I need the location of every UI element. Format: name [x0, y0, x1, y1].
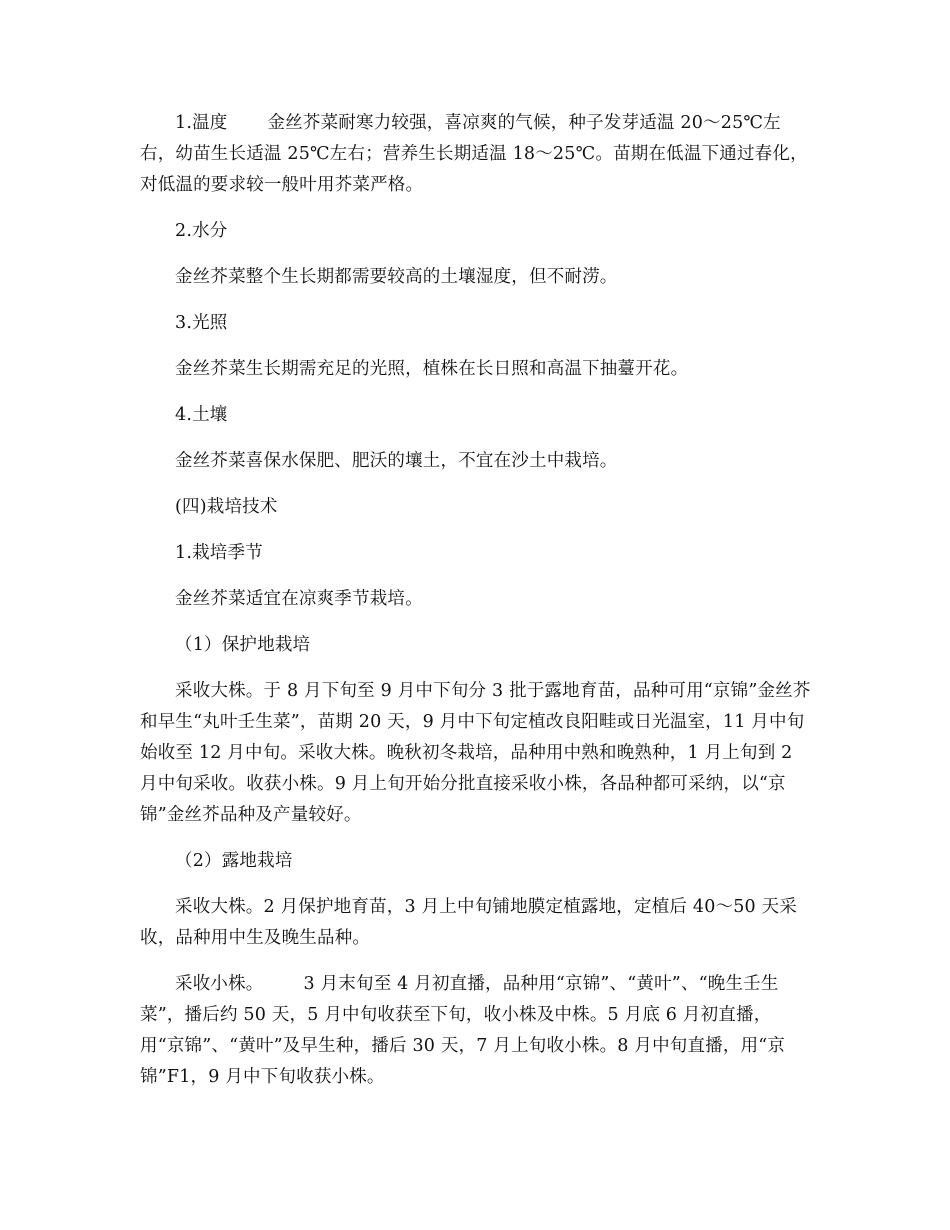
paragraph-light: 金丝芥菜生长期需充足的光照，植株在长日照和高温下抽薹开花。 [175, 359, 689, 379]
heading-temperature: 1.温度 [175, 113, 228, 133]
paragraph-open-field-large: 采收大株。2 月保护地育苗，3 月上中旬铺地膜定植露地，定植后 40～50 天采收，品种用中生及晚生品种。 [140, 897, 798, 948]
label-small-plants: 采收小株。 [175, 974, 264, 994]
heading-season: 1.栽培季节 [175, 543, 263, 563]
paragraph-open-field-small [140, 969, 812, 1093]
heading-open-field-cultivation: （2）露地栽培 [175, 851, 293, 871]
section-heading-cultivation: (四)栽培技术 [175, 497, 278, 517]
heading-light: 3.光照 [175, 313, 228, 333]
heading-soil: 4.土壤 [175, 405, 228, 425]
document-page [140, 108, 812, 1093]
paragraph-season: 金丝芥菜适宜在凉爽季节栽培。 [175, 589, 423, 609]
paragraph-soil: 金丝芥菜喜保水保肥、肥沃的壤土，不宜在沙土中栽培。 [175, 451, 618, 471]
heading-water: 2.水分 [175, 221, 228, 241]
paragraph-temperature [140, 108, 812, 201]
paragraph-protected-cultivation: 采收大株。于 8 月下旬至 9 月中下旬分 3 批于露地育苗，品种可用“京锦”金丝芥和早生“丸叶壬生菜”，苗期 20 天，9 月中下旬定植改良阳畦或日光温室，11 月中旬始收至 12 月中旬。采收大株。晚秋初冬栽培，品种用中熟和晚熟种，1 月上旬到 2 月中旬采收。收获小株。9 月上旬开始分批直接采收小株，各品种都可采纳，以“京锦”金丝芥品种及产量较好。 [140, 681, 811, 825]
heading-protected-cultivation: （1）保护地栽培 [175, 635, 311, 655]
paragraph-water: 金丝芥菜整个生长期都需要较高的土壤湿度，但不耐涝。 [175, 267, 618, 287]
text-small-plants: 3 月末旬至 4 月初直播，品种用“京锦”、“黄叶”、“晚生壬生菜”，播后约 50 天，5 月中旬收获至下旬，收小株及中株。5 月底 6 月初直播，用“京锦”、“黄叶”及早生种，播后 30 天，7 月上旬收小株。8 月中旬直播，用“京锦”F1，9 月中下旬收获小株。 [140, 974, 786, 1087]
text-temperature: 金丝芥菜耐寒力较强，喜凉爽的气候，种子发芽适温 20～25℃左右，幼苗生长适温 25℃左右；营养生长期适温 18～25℃。苗期在低温下通过春化，对低温的要求较一般叶用芥菜严格。 [140, 113, 808, 195]
